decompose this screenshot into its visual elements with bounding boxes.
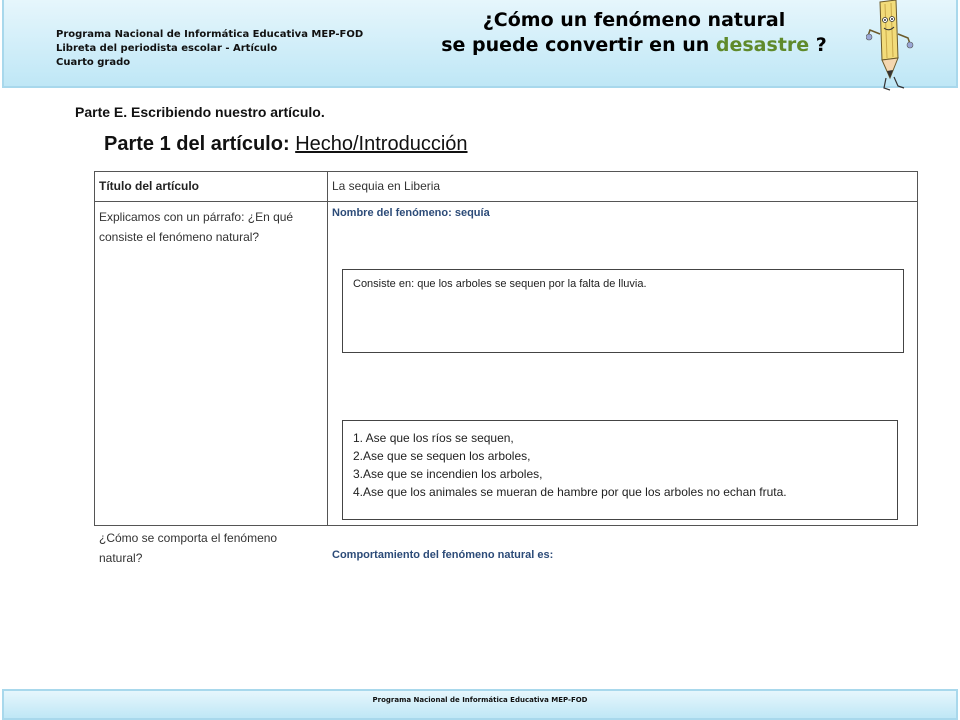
question-behavior: ¿Cómo se comporta el fenómeno natural?: [99, 531, 278, 565]
behavior-item: 1. Ase que los ríos se sequen,: [353, 431, 514, 445]
answers-cell: [328, 202, 918, 561]
title-label-cell: Título del artículo: [95, 172, 328, 202]
article-table: [94, 171, 918, 565]
footer-text: Programa Nacional de Informática Educativa MEP-FOD: [372, 696, 588, 704]
behavior-label: Comportamiento del fenómeno natural es:: [332, 549, 554, 561]
article-heading: [104, 133, 468, 156]
questions-cell: [95, 202, 328, 565]
phenomenon-name-label: Nombre del fenómeno: sequía: [332, 207, 490, 219]
title-line-2-suffix: ?: [815, 34, 827, 56]
behavior-item: 4.Ase que los animales se mueran de hambre por que los arboles no echan fruta.: [353, 485, 787, 499]
title-line-2: [422, 33, 846, 58]
behavior-item: 2.Ase que se sequen los arboles,: [353, 449, 531, 463]
behavior-list: [353, 429, 887, 501]
header-program-info: [56, 28, 363, 70]
article-heading-label: Parte 1 del artículo:: [104, 133, 290, 155]
content-row: [95, 202, 918, 526]
page-title: [422, 8, 846, 58]
header-banner: [2, 0, 958, 88]
title-line-1: ¿Cómo un fenómeno natural: [482, 9, 786, 31]
notebook-name: Libreta del periodista escolar - Artículo: [56, 43, 278, 54]
title-row: [95, 172, 918, 202]
behavior-item: 3.Ase que se incendien los arboles,: [353, 467, 543, 481]
consists-textbox: Consiste en: que los arboles se sequen por la falta de lluvia.: [342, 269, 904, 353]
section-heading: Parte E. Escribiendo nuestro artículo.: [75, 104, 325, 120]
behavior-textbox: [342, 420, 898, 520]
program-name: Programa Nacional de Informática Educativa MEP-FOD: [56, 29, 364, 40]
title-accent-word: desastre: [715, 34, 810, 56]
title-value-cell: La sequia en Liberia: [328, 172, 918, 202]
grade-label: Cuarto grado: [56, 57, 131, 68]
footer-banner: [2, 689, 958, 720]
article-heading-topic: Hecho/Introducción: [295, 133, 468, 155]
pencil-character-icon: [866, 0, 914, 92]
question-what: Explicamos con un párrafo: ¿En qué consiste el fenómeno natural?: [99, 210, 294, 244]
title-line-2-prefix: se puede convertir en un: [441, 34, 710, 56]
